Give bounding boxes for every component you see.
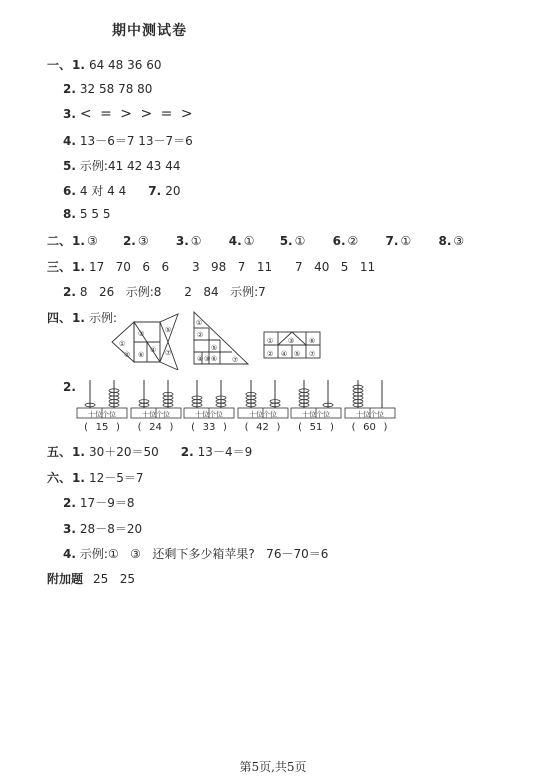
s6-q1-num: 1.: [72, 471, 85, 485]
abacus-answer-3: ( 33 ): [191, 422, 227, 433]
abacus-5: [290, 378, 342, 420]
abacus-1: [76, 378, 128, 420]
abacus-place-label: 十位个位: [195, 410, 223, 419]
section-label-1: 一、: [47, 58, 72, 72]
s2-item-4-ans: ①: [243, 234, 255, 248]
s6-q4: [63, 545, 328, 562]
page-title: 期中测试卷: [112, 23, 187, 39]
section-label-6: 六、: [47, 471, 72, 485]
s6-q1: [47, 469, 143, 486]
tri-piece-2: ②: [197, 331, 204, 339]
abacus-place-label: 十位个位: [248, 410, 277, 419]
s3-q1-num: 1.: [72, 260, 85, 274]
fish-piece-7: ⑦: [165, 349, 172, 357]
s6-q4-answer: 示例:① ③ 还剩下多少箱苹果? 76－70＝6: [79, 547, 329, 561]
s1-q3: [63, 106, 195, 122]
abacus-answer-1: ( 15 ): [84, 422, 120, 433]
abacus-place-label: 十位个位: [302, 410, 330, 419]
tangram-figures: [108, 310, 353, 370]
s1-q4-num: 4.: [63, 134, 76, 148]
s3-q1: [47, 258, 375, 275]
s6-q2-num: 2.: [63, 496, 76, 510]
s4-q2: [63, 380, 76, 394]
s6-q3-answer: 28－8＝20: [79, 522, 143, 536]
s4-q1-num: 1.: [72, 311, 85, 325]
tri-piece-3: ③: [204, 355, 211, 363]
extra-question: [47, 570, 135, 587]
s1-q5-num: 5.: [63, 159, 76, 173]
s3-q2: [63, 283, 266, 300]
s6-q2: [63, 494, 134, 511]
abacus-place-label: 十位个位: [355, 410, 384, 419]
abacus-answer-value: 24: [149, 422, 162, 433]
section-label-4: 四、: [47, 311, 72, 325]
section-label-3: 三、: [47, 260, 72, 274]
s1-q6-q7: [63, 182, 180, 199]
abacus-answer-value: 51: [309, 422, 323, 433]
s2-item-8-num: 8.: [438, 234, 452, 248]
s4-q2-num: 2.: [63, 380, 76, 394]
tri-piece-4: ④: [197, 355, 204, 363]
abacus-4: [237, 378, 289, 420]
s5-q1-num: 1.: [72, 445, 85, 459]
s1-q5-answer: 示例:41 42 43 44: [79, 159, 181, 173]
s1-q5: [63, 157, 181, 174]
abacus-answer-6: ( 60 ): [351, 422, 388, 433]
s1-q4: [63, 132, 193, 149]
abacus-answer-5: ( 51 ): [298, 422, 334, 433]
s2-item-6-num: 6.: [332, 234, 346, 248]
abacus-3: [183, 378, 235, 420]
s2-item-2-ans: ③: [137, 234, 149, 248]
abacus-answer-value: 60: [363, 422, 376, 433]
rect-piece-2: ②: [267, 350, 274, 358]
s2-item-3-ans: ①: [190, 234, 202, 248]
s1-q1-answer: 64 48 36 60: [88, 58, 162, 72]
s1-q7-answer: 20: [165, 184, 181, 198]
s3-q2-answer: 8 26 示例:8 2 84 示例:7: [79, 285, 266, 299]
section-label-5: 五、: [47, 445, 72, 459]
s6-q3: [63, 520, 142, 537]
s1-q2-num: 2.: [63, 82, 76, 96]
tri-piece-6: ⑥: [211, 355, 218, 363]
fish-piece-1: ①: [119, 340, 126, 348]
s2-item-5-ans: ①: [294, 234, 306, 248]
s6-q3-num: 3.: [63, 522, 76, 536]
s2-item-5-num: 5.: [279, 234, 293, 248]
abacus-2: [130, 378, 182, 420]
fish-piece-4: ④: [150, 346, 157, 354]
abacus-6: [344, 378, 396, 420]
s2-item-3-num: 3.: [175, 234, 189, 248]
s1-q6-answer: 4 对 4 4: [79, 184, 127, 198]
s1-q7-num: 7.: [148, 184, 162, 198]
s1-q2: [63, 82, 152, 96]
s2-item-8-ans: ③: [453, 234, 465, 248]
abacus-answer-value: 42: [256, 422, 269, 433]
s5-q1-answer: 30＋20＝50: [88, 445, 159, 459]
s2-item-7-ans: ①: [400, 234, 412, 248]
s1-q1-num: 1.: [72, 58, 85, 72]
tri-piece-7: ⑦: [232, 356, 239, 364]
rect-piece-5: ⑤: [294, 350, 301, 358]
s4-q1-example: 示例:: [88, 311, 117, 325]
abacus-answer-2: ( 24 ): [137, 422, 174, 433]
s2-item-4-num: 4.: [228, 234, 242, 248]
tri-piece-5: ⑤: [211, 344, 218, 352]
extra-label: 附加题: [47, 572, 84, 586]
s5-row: [47, 443, 252, 460]
s6-q1-answer: 12－5＝7: [88, 471, 144, 485]
s1-q1: [47, 56, 161, 73]
s2-item-2-num: 2.: [122, 234, 136, 248]
s1-q6-num: 6.: [63, 184, 76, 198]
rect-piece-4: ④: [281, 350, 288, 358]
s1-q4-answer: 13－6＝7 13－7＝6: [79, 134, 193, 148]
abacus-place-label: 十位个位: [88, 410, 116, 419]
abacus-answer-value: 33: [202, 422, 216, 433]
rect-piece-3: ③: [288, 337, 295, 345]
s2-row: [47, 232, 464, 249]
rect-piece-6: ⑥: [309, 337, 316, 345]
s2-item-7-num: 7.: [385, 234, 399, 248]
s1-q8: [63, 207, 110, 221]
tri-piece-1: ①: [196, 319, 203, 327]
s1-q3-answer: < = > > = >: [79, 106, 195, 122]
fish-piece-5: ⑤: [165, 326, 172, 334]
s1-q8-answer: 5 5 5: [79, 207, 111, 221]
s1-q8-num: 8.: [63, 207, 76, 221]
rect-piece-1: ①: [267, 337, 274, 345]
s3-q1-answer: 17 70 6 6 3 98 7 11 7 40 5 11: [88, 260, 376, 274]
s3-q2-num: 2.: [63, 285, 76, 299]
s5-q2-num: 2.: [180, 445, 194, 459]
fish-piece-2: ②: [124, 351, 131, 359]
rect-piece-7: ⑦: [309, 350, 316, 358]
section-label-2: 二、: [47, 234, 72, 248]
s2-item-1-num: 1.: [72, 234, 85, 248]
s1-q2-answer: 32 58 78 80: [79, 82, 153, 96]
s2-item-1-ans: ③: [86, 234, 98, 248]
extra-answer: 25 25: [93, 572, 135, 586]
page-footer: 第5页,共5页: [239, 760, 307, 774]
s4-q1: [47, 309, 117, 326]
fish-piece-3: ③: [138, 330, 145, 338]
s2-item-6-ans: ②: [347, 234, 359, 248]
abacus-answer-value: 15: [95, 422, 109, 433]
s1-q3-num: 3.: [63, 107, 76, 121]
s5-q2-answer: 13－4＝9: [197, 445, 253, 459]
fish-piece-6: ⑥: [138, 351, 145, 359]
abacus-place-label: 十位个位: [141, 410, 170, 419]
s6-q4-num: 4.: [63, 547, 76, 561]
s6-q2-answer: 17－9＝8: [79, 496, 135, 510]
abacus-answer-4: ( 42 ): [244, 422, 281, 433]
